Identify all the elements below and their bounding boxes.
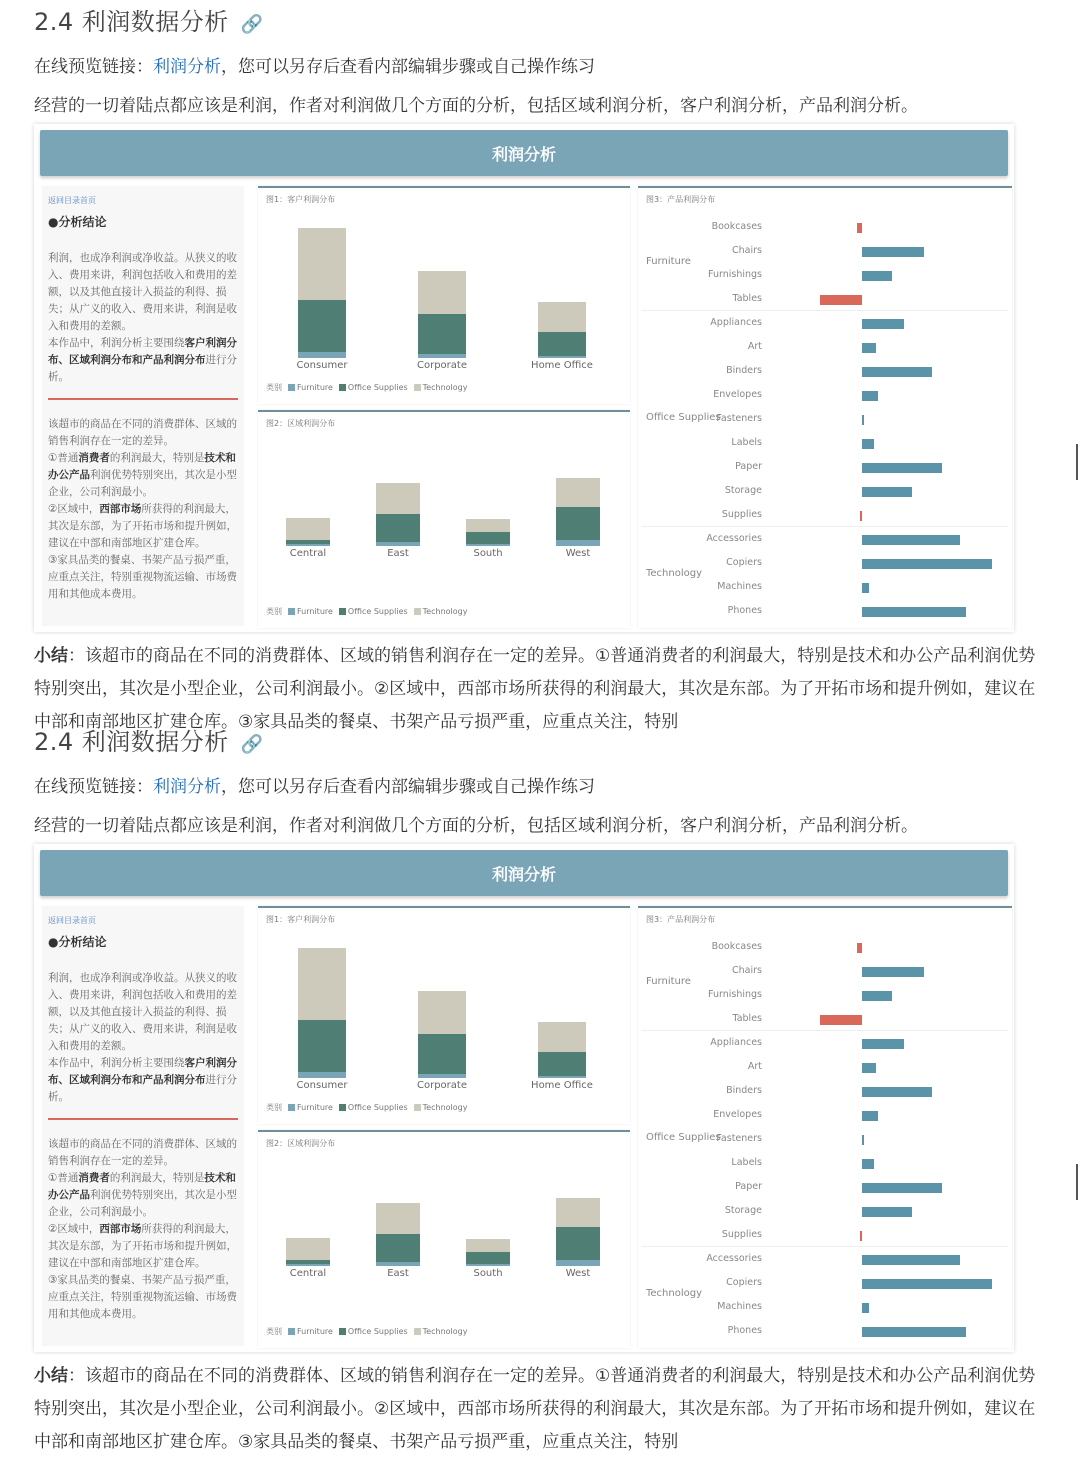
chart-title: 图1：客户利润分布 [266,915,336,924]
dashboard-banner: 利润分析 [40,130,1008,176]
bar-row [638,1176,1008,1200]
category-label: Consumer [296,360,348,371]
subcategory-label: Supplies [721,509,762,520]
bar-consumer-furniture [298,1072,346,1078]
bar-row [638,600,1008,624]
subcategory-label: Bookcases [711,941,762,952]
bar-west-office-supplies [556,1227,600,1260]
bar-home-office-furniture [538,1076,586,1078]
bar-east-technology [376,483,420,513]
profit-bar [862,535,960,545]
bar-row [638,1056,1008,1080]
bar-south-furniture [466,1264,510,1266]
subcategory-label: Tables [732,1013,762,1024]
chart-title: 图3：产品利润分布 [646,915,716,924]
subcategory-label: Furnishings [708,989,762,1000]
bar-west-office-supplies [556,507,600,540]
profit-bar [862,1279,992,1289]
profit-bar [857,943,862,953]
subcategory-label: Chairs [732,245,762,256]
profit-bar [862,1255,960,1265]
region-profit-chart [258,1130,630,1348]
bar-west-furniture [556,540,600,546]
summary: 小结：该超市的商品在不同的消费群体、区域的销售利润存在一定的差异。①普通消费者的利润最大，特别是技术和办公产品利润优势特别突出，其次是小型企业，公司利润最小。②区域中，西部市场所获得的利润最大，其次是东部。为了开拓市场和提升例如，建议在中部和南部地区扩建仓库。③家具品类的餐桌、书架产品亏损严重，应重点关注，特别 [34,646,1036,732]
group-label: Office Supplies [646,1132,721,1143]
conclusion-text-2: 该超市的商品在不同的消费群体、区域的销售利润存在一定的差异。 ①普通消费者的利润最大，特别是技术和办公产品利润优势特别突出，其次是小型企业，公司利润最小。 ②区域中，西部市场所获得的利润最大，其次是东部，为了开拓市场和提升例如，建议在中部和南部地区扩建仓库。 ③家具品类的餐桌、书架产品亏损严重，应重点关注，特别重视物流运输、市场费用和其他成本费用。 [48,418,237,600]
subcategory-label: Phones [727,1325,762,1336]
group-divider [642,1030,1008,1031]
subcategory-label: Copiers [726,557,762,568]
bar-corporate-office-supplies [418,314,466,354]
preview-line: 在线预览链接：利润分析，您可以另存后查看内部编辑步骤或自己操作练习 [34,777,595,797]
profit-bar [862,991,892,1001]
subcategory-label: Appliances [710,1037,762,1048]
bar-south-office-supplies [466,532,510,544]
bar-home-office-technology [538,302,586,332]
conclusion-heading: ●分析结论 [48,215,107,229]
bar-central-technology [286,1238,330,1260]
bar-east-furniture [376,1262,420,1266]
bar-row [638,528,1008,552]
bar-row [638,288,1008,312]
bar-home-office-office-supplies [538,332,586,356]
bar-consumer-office-supplies [298,1020,346,1072]
bar-south-furniture [466,544,510,546]
profit-bar [820,295,862,305]
profit-bar [862,343,876,353]
group-divider [642,526,1008,527]
category-label: West [565,548,591,559]
category-label: Corporate [417,1080,467,1091]
bar-corporate-furniture [418,354,466,358]
bar-row [638,480,1008,504]
link-icon[interactable]: 🔗 [240,14,264,35]
group-label: Technology [646,1288,703,1299]
category-label: Corporate [417,360,467,371]
intro-text: 经营的一切着陆点都应该是利润，作者对利润做几个方面的分析，包括区域利润分析，客户利润分析，产品利润分析。 [34,816,918,836]
chart-title: 图2：区域利润分布 [266,419,336,428]
bar-east-furniture [376,542,420,546]
chart-legend: 类别 Furniture Office Supplies Technology [266,383,468,392]
group-label: Furniture [646,976,691,987]
profit-bar [862,1087,932,1097]
bar-consumer-technology [298,228,346,299]
bar-row [638,936,1008,960]
back-to-index-link[interactable]: 返回目录首页 [48,916,96,925]
profit-bar [862,607,966,617]
product-profit-chart [638,906,1012,1348]
subcategory-label: Envelopes [713,389,762,400]
bar-row [638,1128,1008,1152]
profit-bar [862,247,924,257]
subcategory-label: Accessories [706,1253,762,1264]
bar-central-furniture [286,1264,330,1266]
profit-bar [862,1111,878,1121]
conclusion-panel [42,186,244,626]
profit-bar [862,1207,912,1217]
bar-south-technology [466,1239,510,1251]
bar-corporate-technology [418,271,466,314]
chart-title: 图2：区域利润分布 [266,1139,336,1148]
subcategory-label: Envelopes [713,1109,762,1120]
profit-bar [862,319,904,329]
profit-bar [862,487,912,497]
category-label: West [565,1268,591,1279]
bar-row [638,360,1008,384]
customer-profit-chart [258,186,630,404]
bar-east-technology [376,1203,420,1233]
bar-row [638,552,1008,576]
profit-bar [862,367,932,377]
preview-link[interactable]: 利润分析 [153,57,221,77]
region-profit-chart [258,410,630,628]
section-title: 2.4 利润数据分析 🔗 [34,8,264,36]
bar-row [638,1080,1008,1104]
profit-bar [862,1159,874,1169]
profit-bar [862,1303,869,1313]
category-label: Central [289,548,327,559]
divider [48,1118,238,1120]
product-profit-chart [638,186,1012,628]
chart-legend: 类别 Furniture Office Supplies Technology [266,1103,468,1112]
bar-consumer-office-supplies [298,300,346,352]
subcategory-label: Labels [731,437,762,448]
subcategory-label: Storage [724,1205,762,1216]
subcategory-label: Bookcases [711,221,762,232]
bar-home-office-office-supplies [538,1052,586,1076]
bar-home-office-furniture [538,356,586,358]
subcategory-label: Machines [717,1301,762,1312]
profit-bar [862,391,878,401]
bar-west-technology [556,478,600,507]
subcategory-label: Art [747,341,762,352]
link-icon[interactable]: 🔗 [240,734,264,755]
bar-row [638,264,1008,288]
section-copy-2 [0,720,1080,1452]
conclusion-heading: ●分析结论 [48,935,107,949]
bar-row [638,1224,1008,1248]
conclusion-panel [42,906,244,1346]
bar-consumer-furniture [298,352,346,358]
subcategory-label: Art [747,1061,762,1072]
subcategory-label: Labels [731,1157,762,1168]
category-label: East [387,1268,409,1279]
preview-line: 在线预览链接：利润分析，您可以另存后查看内部编辑步骤或自己操作练习 [34,57,595,77]
subcategory-label: Furnishings [708,269,762,280]
subcategory-label: Fasteners [716,1133,762,1144]
subcategory-label: Storage [724,485,762,496]
category-label: South [473,548,503,559]
summary: 小结：该超市的商品在不同的消费群体、区域的销售利润存在一定的差异。①普通消费者的利润最大，特别是技术和办公产品利润优势特别突出，其次是小型企业，公司利润最小。②区域中，西部市场所获得的利润最大，其次是东部。为了开拓市场和提升例如，建议在中部和南部地区扩建仓库。③家具品类的餐桌、书架产品亏损严重，应重点关注，特别 [34,1366,1036,1452]
bar-row [638,336,1008,360]
bar-row [638,1152,1008,1176]
intro-text: 经营的一切着陆点都应该是利润，作者对利润做几个方面的分析，包括区域利润分析，客户利润分析，产品利润分析。 [34,96,918,116]
category-label: Home Office [531,1080,593,1091]
scrollbar-thumb[interactable] [1076,1164,1078,1200]
group-label: Technology [646,568,703,579]
chart-title: 图3：产品利润分布 [646,195,716,204]
back-to-index-link[interactable]: 返回目录首页 [48,196,96,205]
bar-row [638,384,1008,408]
bar-row [638,984,1008,1008]
bar-row [638,312,1008,336]
subcategory-label: Appliances [710,317,762,328]
profit-bar [862,1039,904,1049]
group-divider [642,1246,1008,1247]
subcategory-label: Copiers [726,1277,762,1288]
group-label: Office Supplies [646,412,721,423]
chart-legend: 类别 Furniture Office Supplies Technology [266,1327,468,1336]
bar-row [638,576,1008,600]
bar-south-technology [466,519,510,531]
bar-west-technology [556,1198,600,1227]
dashboard-banner: 利润分析 [40,850,1008,896]
bar-corporate-office-supplies [418,1034,466,1074]
divider [48,398,238,400]
group-divider [642,310,1008,311]
bar-row [638,1296,1008,1320]
profit-bar [860,511,862,521]
bar-row [638,1032,1008,1056]
bar-central-furniture [286,544,330,546]
subcategory-label: Paper [735,1181,762,1192]
bar-consumer-technology [298,948,346,1019]
subcategory-label: Chairs [732,965,762,976]
profit-bar [862,1135,864,1145]
dashboard [34,844,1014,1352]
subcategory-label: Binders [726,1085,762,1096]
section-title: 2.4 利润数据分析 🔗 [34,728,264,756]
bar-east-office-supplies [376,514,420,543]
bar-south-office-supplies [466,1252,510,1264]
bar-central-office-supplies [286,540,330,544]
subcategory-label: Fasteners [716,413,762,424]
bar-row [638,216,1008,240]
bar-row [638,504,1008,528]
subcategory-label: Supplies [721,1229,762,1240]
profit-bar [862,967,924,977]
category-label: South [473,1268,503,1279]
chart-legend: 类别 Furniture Office Supplies Technology [266,607,468,616]
bar-west-furniture [556,1260,600,1266]
profit-bar [857,223,862,233]
profit-bar [862,415,864,425]
bar-row [638,1248,1008,1272]
category-label: Home Office [531,360,593,371]
bar-central-technology [286,518,330,540]
bar-east-office-supplies [376,1234,420,1263]
profit-bar [862,559,992,569]
profit-bar [862,463,942,473]
bar-row [638,240,1008,264]
profit-bar [862,1183,942,1193]
bar-central-office-supplies [286,1260,330,1264]
bar-row [638,1008,1008,1032]
profit-bar [862,271,892,281]
chart-title: 图1：客户利润分布 [266,195,336,204]
bar-row [638,408,1008,432]
category-label: Consumer [296,1080,348,1091]
profit-bar [862,1063,876,1073]
group-label: Furniture [646,256,691,267]
bar-row [638,1320,1008,1344]
bar-corporate-technology [418,991,466,1034]
conclusion-text-1: 利润，也成净利润或净收益。从狭义的收入、费用来讲，利润包括收入和费用的差额，以及其他直接计入损益的利得、损失；从广义的收入、费用来讲，利润是收入和费用的差额。 本作品中，利润分析主要围绕客户利润分布、区域利润分布和产品利润分布进行分析。 [48,972,237,1103]
category-label: East [387,548,409,559]
bar-home-office-technology [538,1022,586,1052]
category-label: Central [289,1268,327,1279]
bar-row [638,432,1008,456]
profit-bar [820,1015,862,1025]
bar-row [638,456,1008,480]
bar-row [638,1200,1008,1224]
dashboard [34,124,1014,632]
subcategory-label: Tables [732,293,762,304]
subcategory-label: Phones [727,605,762,616]
profit-bar [862,1327,966,1337]
subcategory-label: Paper [735,461,762,472]
bar-row [638,960,1008,984]
preview-link[interactable]: 利润分析 [153,777,221,797]
customer-profit-chart [258,906,630,1124]
conclusion-text-1: 利润，也成净利润或净收益。从狭义的收入、费用来讲，利润包括收入和费用的差额，以及其他直接计入损益的利得、损失；从广义的收入、费用来讲，利润是收入和费用的差额。 本作品中，利润分析主要围绕客户利润分布、区域利润分布和产品利润分布进行分析。 [48,252,237,383]
scrollbar-thumb[interactable] [1076,444,1078,480]
bar-corporate-furniture [418,1074,466,1078]
bar-row [638,1272,1008,1296]
bar-row [638,1104,1008,1128]
conclusion-text-2: 该超市的商品在不同的消费群体、区域的销售利润存在一定的差异。 ①普通消费者的利润最大，特别是技术和办公产品利润优势特别突出，其次是小型企业，公司利润最小。 ②区域中，西部市场所获得的利润最大，其次是东部，为了开拓市场和提升例如，建议在中部和南部地区扩建仓库。 ③家具品类的餐桌、书架产品亏损严重，应重点关注，特别重视物流运输、市场费用和其他成本费用。 [48,1138,237,1320]
subcategory-label: Machines [717,581,762,592]
profit-bar [862,583,869,593]
profit-bar [862,439,874,449]
subcategory-label: Accessories [706,533,762,544]
profit-bar [860,1231,862,1241]
subcategory-label: Binders [726,365,762,376]
